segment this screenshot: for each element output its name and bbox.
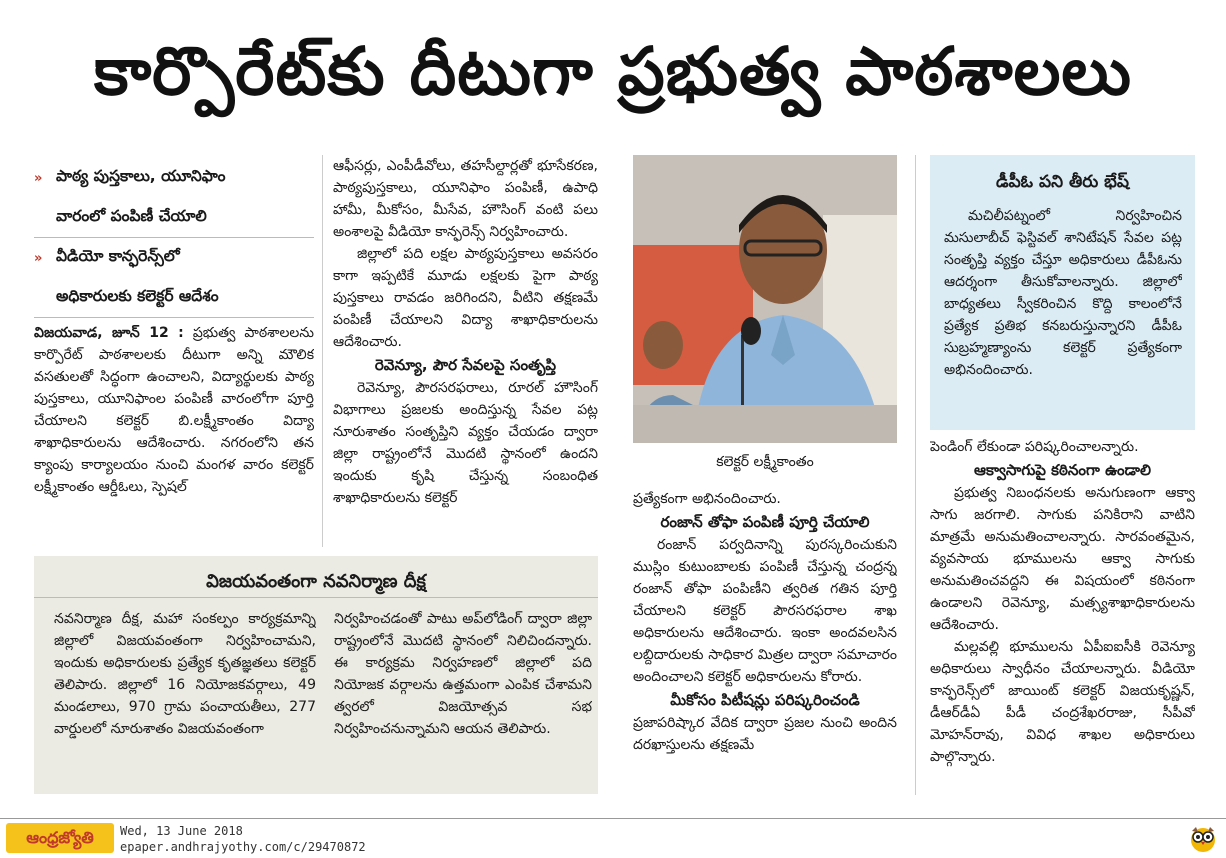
collector-photo xyxy=(633,155,897,443)
subheading: రెవెన్యూ, పౌర సేవలపై సంతృప్తి xyxy=(374,356,557,374)
column-divider xyxy=(915,155,916,795)
column-1-body xyxy=(34,322,314,548)
photo-illustration xyxy=(633,155,897,443)
subheading: ఆక్వాసాగుపై కఠినంగా ఉండాలి xyxy=(974,461,1151,479)
bullet-text: పాఠ్య పుస్తకాలు, యూనిఫాం xyxy=(56,167,226,185)
article-text: ప్రభుత్వ పాఠశాలలను కార్పొరేట్‌ పాఠశాలలకు దీటుగా అన్ని మౌలిక వసతులతో సిద్ధంగా ఉంచాలని, విద్యార్థులకు పాఠ్య పుస్తకాలు, యూనిఫాంల పంపిణీ వారంలోగా పూర్తి చేయాలని కలెక్టర్‌ బి.లక్ష్మీకాంతం విద్యా శాఖాధికారులను ఆదేశించారు. నగరంలోని తన క్యాంపు కార్యాలయం నుంచి మంగళ వారం కలెక్టర్‌ లక్ష్మీకాంతం ఆర్డీఓలు, స్పెషల్‌ xyxy=(34,325,314,495)
article-text: రంజాన్‌ పర్వదినాన్ని పురస్కరించుకుని ముస్లిం కుటుంబాలకు పంపిణీ చేస్తున్న చంద్రన్న రంజాన్‌ తోఫా పంపిణీని త్వరిత గతిన పూర్తి చేయాలని కలెక్టర్‌ పౌరసరఫరాల శాఖ అధికారులను ఆదేశించారు. ఇంకా అందవలసిన లబ్దిదారులకు సాధికార మిత్రల ద్వారా సమాచారం అందించాలని కలెక్టర్‌ అధికారులను కోరారు. xyxy=(633,537,897,685)
subheading: రంజాన్‌ తోఫా పంపిణీ పూర్తి చేయాలి xyxy=(660,513,870,531)
bullet-item xyxy=(34,238,314,278)
andhrajyothy-logo[interactable]: ఆంధ్రజ్యోతి xyxy=(6,823,114,853)
dateline: విజయవాడ, జూన్‌ 12 : xyxy=(34,325,184,341)
article-text: జిల్లాలో పది లక్షల పాఠ్యపుస్తకాలు అవసరం కాగా ఇప్పటికే మూడు లక్షలకు పైగా పాఠ్య పుస్తకాలు రావడం జరిగిందని, వీటిని తక్షణమే పంపిణీ చేయాలని విద్యా శాఖాధికారులను ఆదేశించారు. xyxy=(333,246,598,350)
article-text: ప్రజాపరిష్కార వేదిక ద్వారా ప్రజల నుంచి అందిన దరఖాస్తులను తక్షణమే xyxy=(633,715,897,753)
article-text: ఆఫీసర్లు, ఎంపీడీవోలు, తహసీల్దార్లతో భూసేకరణ, పాఠ్యపుస్తకాలు, యూనిఫాం పంపిణీ, ఉపాధి హామీ, మీకోసం, మీసేవ, హౌసింగ్‌ వంటి పలు అంశాలపై వీడియో కాన్ఫరెన్స్‌ నిర్వహించారు. xyxy=(333,158,598,240)
column-2-body xyxy=(333,155,598,547)
box-title: విజయవంతంగా నవనిర్మాణ దీక్ష xyxy=(34,566,598,598)
epaper-footer xyxy=(0,818,1226,858)
epaper-url[interactable]: epaper.andhrajyothy.com/c/29470872 xyxy=(120,840,366,854)
footer-meta xyxy=(120,823,366,855)
box-text-right: నిర్వహించడంతో పాటు అప్‌లోడింగ్‌ ద్వారా జిల్లా రాష్ట్రంలోనే మొదటి స్థానంలో నిలిచిందన్నారు. ఈ కార్యక్రమ నిర్వహణలో జిల్లాలో పది నియోజక వర్గాలను ఉత్తమంగా ఎంపిక చేశామని త్వరలో విజయోత్సవ సభ నిర్వహించనున్నామని ఆయన తెలిపారు. xyxy=(334,611,592,737)
column-divider xyxy=(322,155,323,547)
owl-icon[interactable] xyxy=(1188,823,1218,853)
article-text: మల్లవల్లి భూములను ఏపీఐఐసీకి రెవెన్యూ అధికారులు స్వాధీనం చేయాలన్నారు. వీడియో కాన్ఫరెన్స్‌లో జాయింట్‌ కలెక్టర్‌ విజయకృష్ణన్‌, డీఆర్‌డీఏ పీడీ చంద్రశేఖరరాజు, సీపీవో మోహన్‌రావు, వివిధ శాఖల అధికారులు పాల్గొన్నారు. xyxy=(930,639,1195,765)
photo-caption: కలెక్టర్‌ లక్ష్మీకాంతం xyxy=(716,454,814,470)
edition-date: Wed, 13 June 2018 xyxy=(120,824,243,838)
highlight-bullets xyxy=(34,158,314,318)
bullet-text: అధికారులకు కలెక్టర్‌ ఆదేశం xyxy=(56,286,219,305)
article-text: పెండింగ్‌ లేకుండా పరిష్కరించాలన్నారు. xyxy=(930,439,1139,455)
sidebar-box-navanirmana xyxy=(34,556,598,794)
bullet-text: వారంలో పంపిణీ చేయాలి xyxy=(56,206,207,225)
bullet-item-cont xyxy=(34,198,314,238)
box-text-left: నవనిర్మాణ దీక్ష, మహా సంకల్పం కార్యక్రమాన్ని జిల్లాలో విజయవంతంగా నిర్వహించామని, ఇందుకు అధికారులకు ప్రత్యేక కృతజ్ఞతలు కలెక్టర్‌ తెలిపారు. జిల్లాలో 16 నియోజకవర్గాలు, 49 మండలాలు, 970 గ్రామ పంచాయతీలు, 277 వార్డులలో నూరుశాతం విజయవంతంగా xyxy=(54,611,316,737)
double-chevron-icon: » xyxy=(34,250,43,266)
box-title: డీపీఓ పని తీరు భేష్‌ xyxy=(996,172,1129,192)
box-text: మచిలీపట్నంలో నిర్వహించిన మసులాబీచ్‌ ఫెస్టివల్‌ శానిటేషన్‌ సేవల పట్ల సంతృప్తి వ్యక్తం చేస్తూ అధికారులు డీపీఓను ఆదర్శంగా తీసుకోవాలన్నారు. జిల్లాలో బాధ్యతలు స్వీకరించిన కొద్ది కాలంలోనే ప్రత్యేక ప్రతిభ కనబరుస్తున్నారని డీపీఓ సుబ్రహ్మణ్యాంను కలెక్టర్‌ ప్రత్యేకంగా అభినందించారు. xyxy=(944,208,1182,378)
column-3-body xyxy=(633,488,897,794)
article-text: ప్రభుత్వ నిబంధనలకు అనుగుణంగా ఆక్వా సాగు జరగాలి. సాగుకు పనికిరాని వాటిని మాత్రమే అనుమతించాలన్నారు. సారవంతమైన, వ్యవసాయ భూములను ఆక్వా సాగుకు అనుమతించవద్దని ఈ విషయంలో కఠినంగా ఉండాలని రెవెన్యూ, మత్స్యశాఖాధికారులను ఆదేశించారు. xyxy=(930,485,1195,633)
double-chevron-icon: » xyxy=(34,170,43,186)
bullet-text: వీడియో కాన్ఫరెన్స్‌లో xyxy=(56,247,180,265)
article-text: రెవెన్యూ, పౌరసరఫరాలు, రూరల్‌ హౌసింగ్‌ విభాగాలు ప్రజలకు అందిస్తున్న సేవల పట్ల నూరుశాతం సంతృప్తిని వ్యక్తం చేయడం ద్వారా జిల్లా రాష్ట్రంలోనే మొదటి స్థానంలో ఉందని ఇందుకు కృషి చేస్తున్న సంబంధిత శాఖాధికారులను కలెక్టర్‌ xyxy=(333,380,598,506)
headline: కార్పొరేట్‌కు దీటుగా ప్రభుత్వ పాఠశాలలు xyxy=(93,33,1133,110)
sidebar-box-dpo xyxy=(930,155,1195,430)
subheading: మీకోసం పిటీషన్లు పరిష్కరించండి xyxy=(670,691,860,709)
column-4-body xyxy=(930,436,1195,794)
bullet-item-cont xyxy=(34,278,314,318)
article-text: ప్రత్యేకంగా అభినందించారు. xyxy=(633,491,781,507)
bullet-item xyxy=(34,158,314,198)
